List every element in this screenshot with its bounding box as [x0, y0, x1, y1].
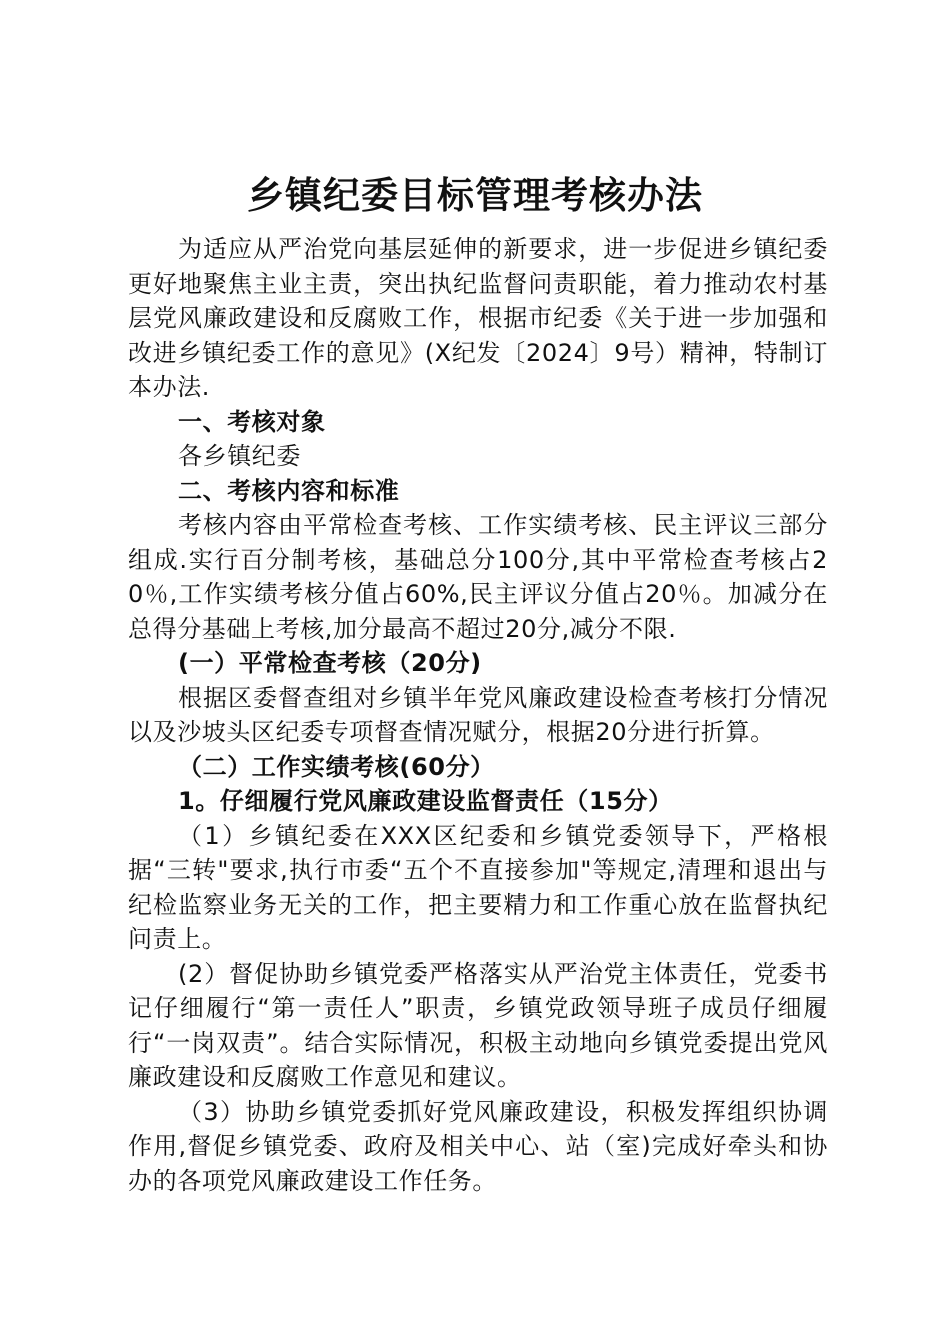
subsection-heading-routine-check: (一）平常检查考核（20分) — [178, 649, 482, 677]
document-body — [128, 232, 828, 1198]
document-title: 乡镇纪委目标管理考核办法 — [247, 173, 703, 217]
routine-check-paragraph: 根据区委督查组对乡镇半年党风廉政建设检查考核打分情况以及沙坡头区纪委专项督查情况赋分，根据20分进行折算。 — [128, 683, 828, 746]
section-heading-assessment-target: 一、考核对象 — [178, 407, 326, 436]
section-heading-content-standards: 二、考核内容和标准 — [178, 476, 400, 505]
content-standards-paragraph: 考核内容由平常检查考核、工作实绩考核、民主评议三部分组成.实行百分制考核，基础总分100分,其中平常检查考核占20％,工作实绩考核分值占60%,民主评议分值占20％。加减分在总得分基础上考核,加分最高不超过20分,减分不限. — [128, 511, 828, 643]
clause-2-paragraph: (2）督促协助乡镇党委严格落实从严治党主体责任，党委书记仔细履行“第一责任人”职责，乡镇党政领导班子成员仔细履行“一岗双责”。结合实际情况，积极主动地向乡镇党委提出党风廉政建设和反腐败工作意见和建议。 — [128, 959, 828, 1091]
subsection-heading-work-performance: （二）工作实绩考核(60分） — [178, 752, 495, 781]
clause-3-paragraph: （3）协助乡镇党委抓好党风廉政建设，积极发挥组织协调作用,督促乡镇党委、政府及相关中心、站（室)完成好牵头和协办的各项党风廉政建设工作任务。 — [128, 1097, 828, 1195]
assessment-target-text: 各乡镇纪委 — [178, 442, 301, 470]
item-heading-supervision-duty: 1。仔细履行党风廉政建设监督责任（15分） — [178, 787, 673, 815]
clause-1-paragraph: （1）乡镇纪委在XXX区纪委和乡镇党委领导下，严格根据“三转"要求,执行市委“五个不直接参加"等规定,清理和退出与纪检监察业务无关的工作，把主要精力和工作重心放在监督执纪问责上。 — [128, 821, 828, 953]
intro-paragraph: 为适应从严治党向基层延伸的新要求，进一步促进乡镇纪委更好地聚焦主业主责，突出执纪监督问责职能，着力推动农村基层党风廉政建设和反腐败工作，根据市纪委《关于进一步加强和改进乡镇纪委工作的意见》(X纪发〔2024〕9号）精神，特制订本办法. — [128, 235, 828, 401]
